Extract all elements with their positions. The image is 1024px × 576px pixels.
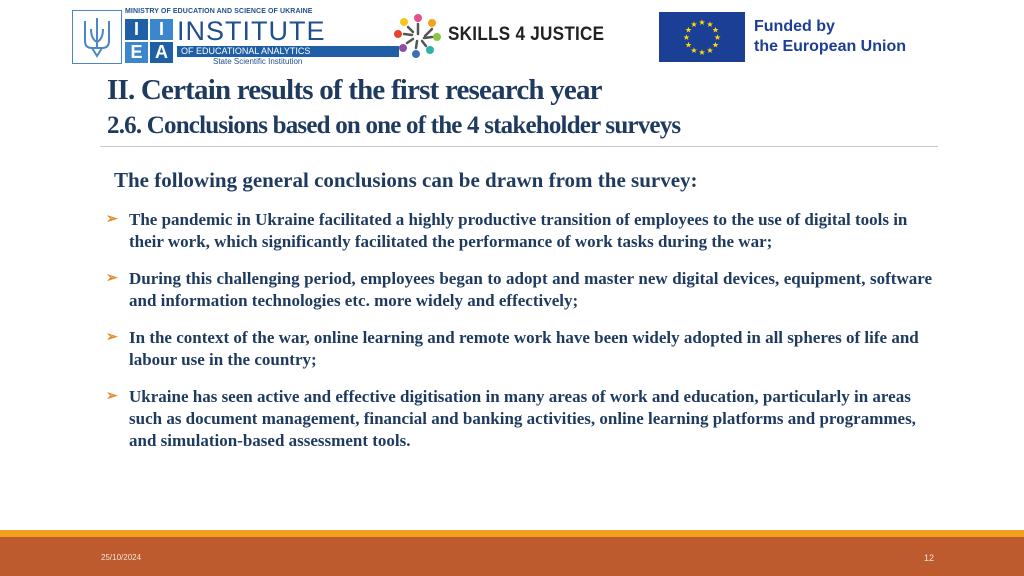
arrow-bullet-icon: ➢ bbox=[106, 271, 118, 286]
footer-bar bbox=[0, 537, 1024, 576]
svg-text:★: ★ bbox=[698, 48, 706, 57]
list-item bbox=[106, 209, 932, 253]
skills4justice-logo bbox=[392, 12, 622, 58]
institute-name: INSTITUTE bbox=[177, 16, 326, 46]
bullet-text: Ukraine has seen active and effective digitisation in many areas of work and education, particularly in areas such as document management, financial and banking activities, online learning platforms and programmes, and simulation-based assessment tools. bbox=[129, 387, 916, 450]
svg-text:★: ★ bbox=[684, 40, 693, 50]
ministry-label: MINISTRY OF EDUCATION AND SCIENCE OF UKRAINE bbox=[125, 8, 313, 15]
acronym-letter: A bbox=[150, 42, 173, 63]
arrow-bullet-icon: ➢ bbox=[106, 330, 118, 345]
eu-flag-icon bbox=[659, 12, 745, 62]
acronym-letter: E bbox=[125, 42, 148, 63]
bullet-text: In the context of the war, online learning and remote work have been widely adopted in all spheres of life and labour use in the country; bbox=[129, 328, 919, 369]
list-item bbox=[106, 268, 932, 312]
project-name: SKILLS 4 JUSTICE bbox=[448, 24, 605, 45]
arrow-bullet-icon: ➢ bbox=[106, 389, 118, 404]
title-divider bbox=[100, 146, 938, 147]
svg-text:★: ★ bbox=[684, 25, 693, 35]
bullet-text: During this challenging period, employees began to adopt and master new digital devices, equipment, software and information technologies etc. more widely and effectively; bbox=[129, 269, 932, 310]
slide-title: II. Certain results of the first research year bbox=[107, 74, 602, 106]
acronym-letter: I bbox=[125, 19, 148, 40]
page-number: 12 bbox=[924, 553, 935, 563]
conclusions-list bbox=[106, 209, 932, 452]
eu-funding-logo bbox=[659, 12, 906, 62]
institute-subtitle: OF EDUCATIONAL ANALYTICS bbox=[177, 46, 399, 57]
list-item bbox=[106, 327, 932, 371]
footer-date: 25/10/2024 bbox=[101, 553, 142, 562]
iiea-logo bbox=[72, 8, 397, 66]
people-circle-icon bbox=[392, 12, 444, 58]
svg-text:★: ★ bbox=[690, 20, 698, 29]
intro-text: The following general conclusions can be drawn from the survey: bbox=[114, 168, 698, 192]
svg-text:★: ★ bbox=[706, 46, 714, 55]
eu-funding-line1: Funded by bbox=[754, 18, 835, 35]
svg-text:★: ★ bbox=[711, 25, 720, 35]
acronym-letter: I bbox=[150, 19, 173, 40]
svg-text:★: ★ bbox=[698, 18, 706, 27]
footer-stripe bbox=[0, 530, 1024, 537]
svg-text:★: ★ bbox=[706, 20, 714, 29]
list-item bbox=[106, 386, 932, 452]
header-logos bbox=[0, 0, 1024, 70]
bullet-text: The pandemic in Ukraine facilitated a highly productive transition of employees to the use of digital tools in their work, which significantly facilitated the performance of work tasks during the war; bbox=[129, 210, 908, 251]
iiea-acronym-grid bbox=[125, 19, 173, 63]
eu-funding-line2: the European Union bbox=[754, 38, 906, 55]
ukraine-trident-icon bbox=[72, 10, 122, 64]
svg-text:★: ★ bbox=[690, 46, 698, 55]
svg-text:★: ★ bbox=[711, 40, 720, 50]
institute-status: State Scientific Institution bbox=[213, 57, 303, 66]
svg-text:★: ★ bbox=[682, 33, 691, 42]
svg-text:★: ★ bbox=[713, 33, 722, 42]
slide-subtitle: 2.6. Conclusions based on one of the 4 stakeholder surveys bbox=[107, 112, 681, 139]
arrow-bullet-icon: ➢ bbox=[106, 212, 118, 227]
